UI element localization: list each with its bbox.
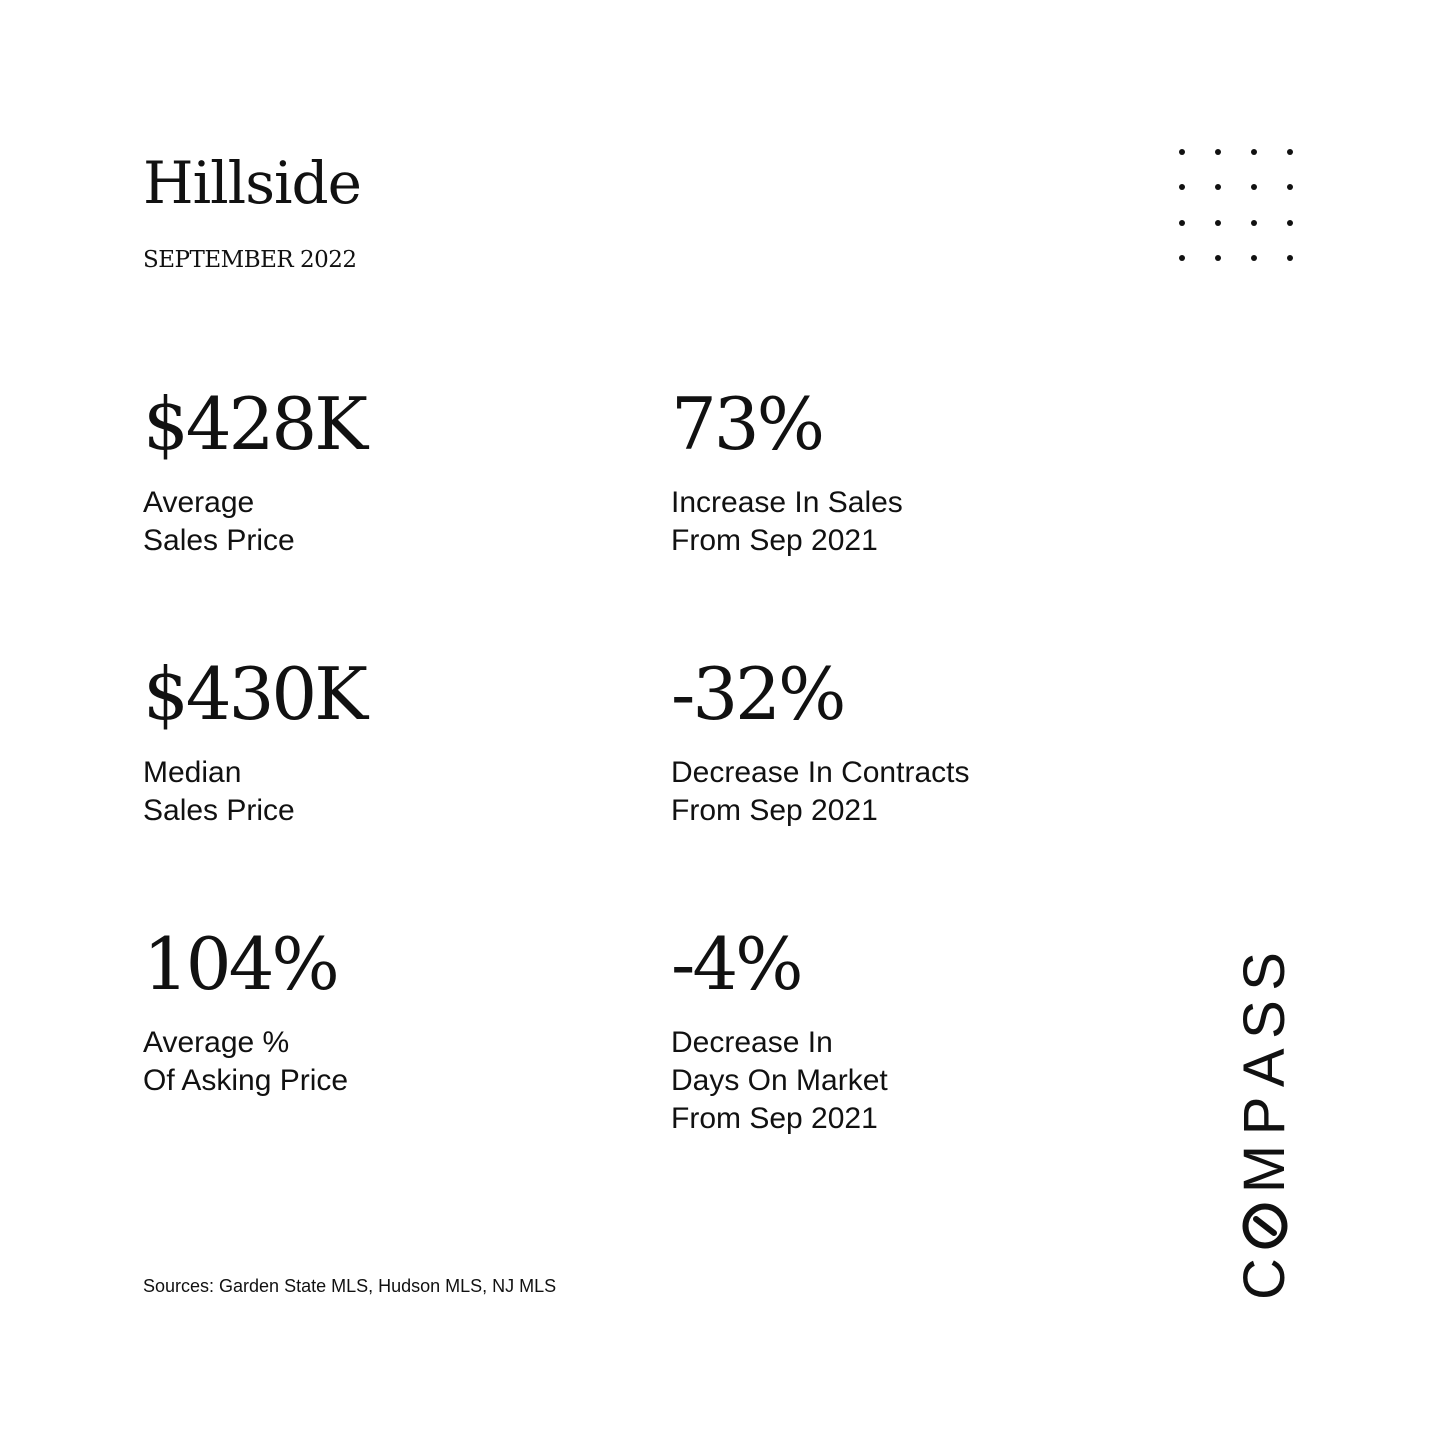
stat-value: $428K — [143, 382, 366, 466]
stat-decrease-in-contracts — [671, 650, 1111, 830]
logo-letter-c: C — [1232, 1258, 1297, 1300]
stat-label-line: Decrease In — [671, 1026, 833, 1059]
compass-logo — [1233, 952, 1297, 1300]
stat-decrease-in-days-on-market — [671, 920, 1111, 1138]
stat-label — [671, 484, 1111, 560]
stat-label — [143, 484, 583, 560]
stat-value: -4% — [671, 922, 801, 1006]
sources-note: Sources: Garden State MLS, Hudson MLS, NJ MLS — [143, 1276, 557, 1296]
stat-label — [143, 1024, 583, 1100]
stat-median-sales-price — [143, 650, 583, 830]
stat-label-line: From Sep 2021 — [671, 524, 878, 557]
stat-label — [671, 1024, 1111, 1138]
stat-label — [143, 754, 583, 830]
stat-label-line: Increase In Sales — [671, 486, 903, 519]
logo-letter-s1: S — [1232, 1000, 1297, 1039]
stat-label — [671, 754, 1111, 830]
stat-value: -32% — [671, 652, 844, 736]
logo-letter-p: P — [1232, 1096, 1297, 1136]
stat-average-sales-price — [143, 380, 583, 560]
stat-label-line: Of Asking Price — [143, 1064, 349, 1097]
logo-letter-m: M — [1232, 1144, 1297, 1194]
stat-value: 104% — [143, 922, 337, 1006]
stat-label-line: Sales Price — [143, 794, 295, 827]
logo-letter-s2: S — [1232, 952, 1297, 991]
logo-letter-a: A — [1232, 1048, 1297, 1088]
stat-label-line: Average — [143, 486, 255, 519]
stat-label-line: Median — [143, 756, 242, 789]
stat-label-line: Average % — [143, 1026, 290, 1059]
stat-value: $430K — [143, 652, 366, 736]
stat-value: 73% — [671, 382, 823, 466]
stat-label-line: From Sep 2021 — [671, 794, 878, 827]
stat-label-line: Days On Market — [671, 1064, 888, 1097]
page-subtitle: SEPTEMBER 2022 — [143, 247, 357, 273]
stat-label-line: From Sep 2021 — [671, 1102, 878, 1135]
stat-average-percent-of-asking — [143, 920, 583, 1100]
stat-increase-in-sales — [671, 380, 1111, 560]
stat-label-line: Decrease In Contracts — [671, 756, 970, 789]
stat-label-line: Sales Price — [143, 524, 295, 557]
compass-o-icon — [1242, 1203, 1288, 1249]
dot-grid-icon — [1168, 138, 1304, 274]
page-title: Hillside — [143, 149, 361, 217]
compass-logo-wordmark — [1233, 952, 1297, 1300]
